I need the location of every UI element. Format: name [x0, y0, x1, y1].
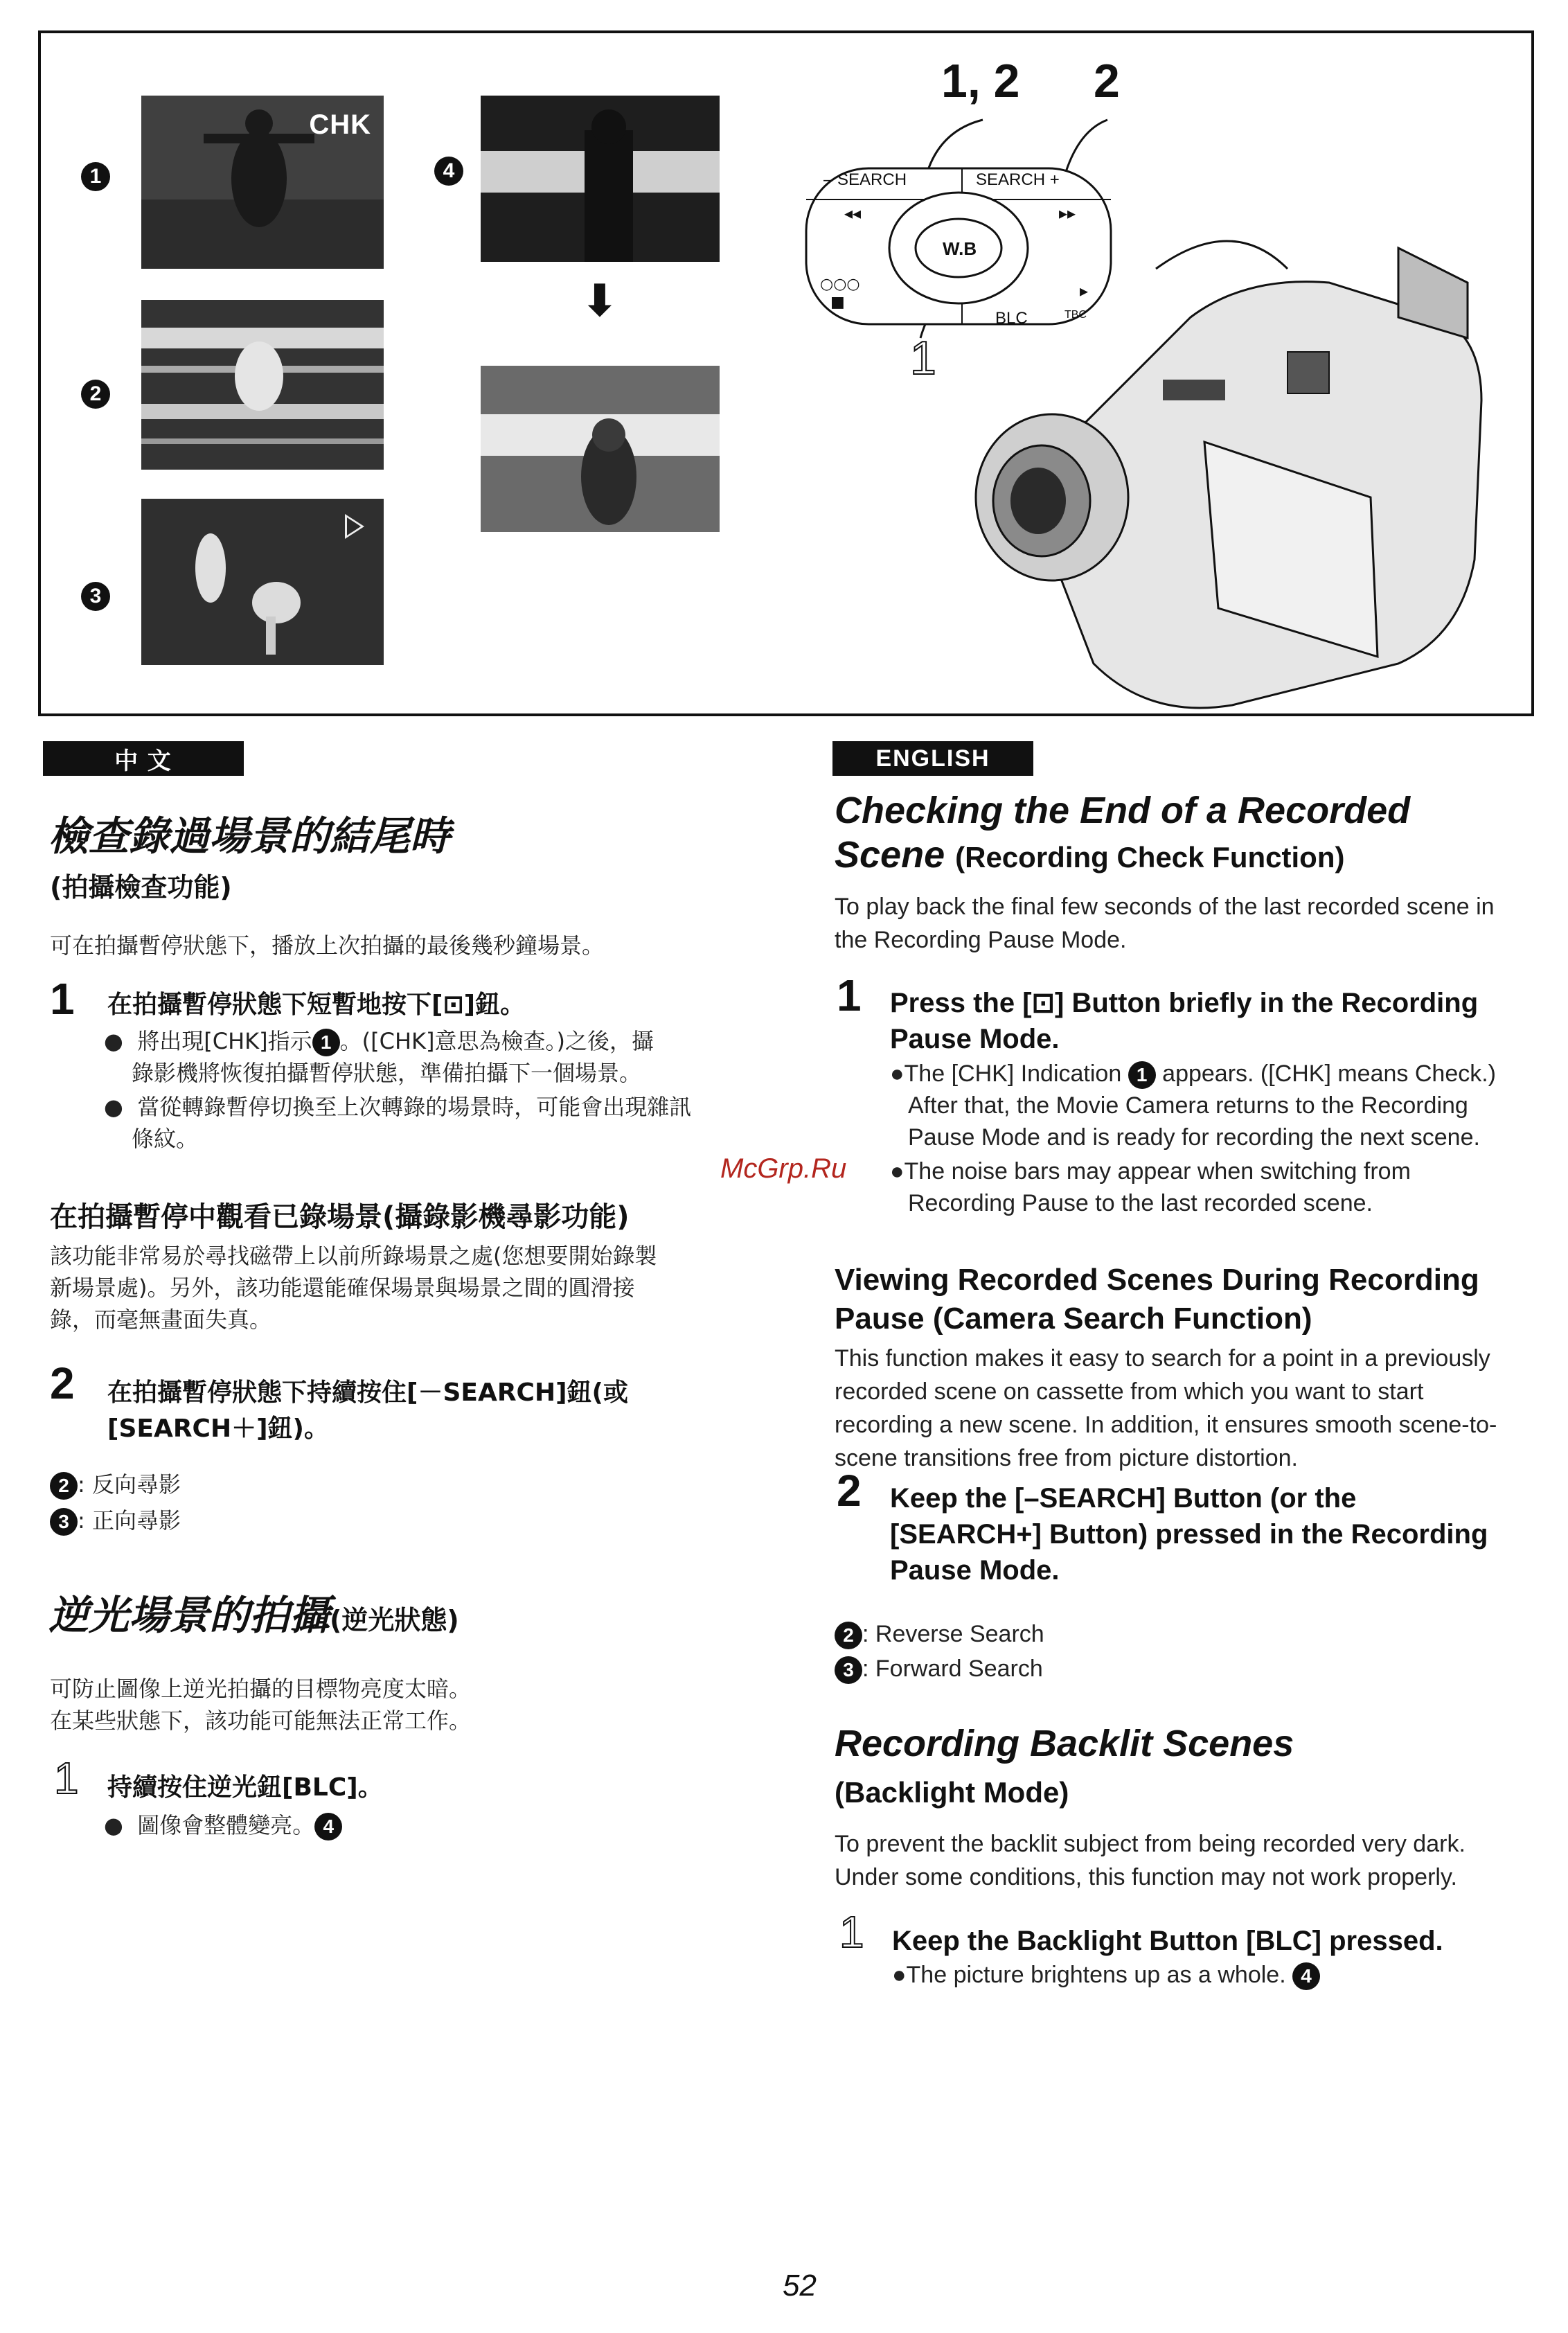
marker-1-inline-en: 1: [1128, 1061, 1156, 1089]
zh-forward-search: 3 : 正向尋影: [50, 1505, 181, 1536]
zh-reverse-search: 2 : 反向尋影: [50, 1469, 181, 1500]
marker-2-inline: 2: [50, 1472, 78, 1500]
callout-step-1-outline: 1: [910, 332, 936, 384]
marker-4-inline-en: 4: [1292, 1962, 1320, 1990]
en-backlight-body: To prevent the backlit subject from being recorded very dark. Under some conditions, this function may not work properly.: [835, 1831, 1465, 1890]
marker-4-inline: 4: [314, 1813, 342, 1840]
zh-step1-bullet2: ● 當從轉錄暫停切換至上次轉錄的場景時，可能會出現雜訊 條紋。: [104, 1094, 692, 1152]
chinese-language-tab: 中 文: [43, 741, 244, 776]
zh-step1-text: 在拍攝暫停狀態下短暫地按下[⊡]鈕。: [107, 991, 526, 1019]
camera-illustration: [803, 109, 1523, 712]
noise-bars-graphic: [141, 300, 384, 470]
marker-3-inline: 3: [50, 1508, 78, 1536]
callout-steps-1-2: 1, 2: [941, 55, 1020, 107]
en-step1-number: 1: [837, 970, 862, 1020]
stop-icon: ■: [830, 294, 845, 311]
rewind-icon: ◂◂: [844, 204, 862, 223]
zh-step1-number: 1: [50, 974, 75, 1024]
zh-backlight-bullet: ● 圖像會整體變亮。 4: [104, 1809, 342, 1841]
en-section-title: Checking the End of a Recorded Scene (Recording Check Function): [835, 790, 1411, 876]
en-backlight-subtitle: (Backlight Mode): [835, 1776, 1069, 1809]
zh-step1-bullet1: ● 將出現[CHK]指示 1 。([CHK]意思為檢查。)之後，攝 錄影機將恢復拍攝暫停狀態，準備拍攝下一個場景。: [104, 1028, 654, 1086]
en-intro: To play back the final few seconds of the last recorded scene in the Recording Pause Mode.: [835, 894, 1495, 953]
photo-backlit-before: [481, 96, 720, 262]
zh-backlight-body: 可防止圖像上逆光拍攝的目標物亮度太暗。 在某些狀態下，該功能可能無法正常工作。: [50, 1676, 472, 1734]
tbc-label: TBC: [1064, 309, 1087, 321]
zh-backlight-title: 逆光場景的拍攝(逆光狀態): [48, 1592, 459, 1639]
blc-button-label: BLC: [995, 309, 1028, 328]
en-camera-search-body: This function makes it easy to search for a point in a previously recorded scene on cassette from which you want to start recording a new scene. In addition, it ensures smooth scene-to- scene transitions free from picture distortion.: [835, 1345, 1497, 1471]
en-backlight-step: Keep the Backlight Button [BLC] pressed.: [892, 1926, 1443, 1956]
backlit-bright-graphic: [481, 366, 720, 532]
indicator-dots: ○○○: [820, 276, 860, 293]
photo-check-indication: [141, 96, 384, 269]
en-step1-bullet2: ●The noise bars may appear when switching from Recording Pause to the last recorded scene.: [890, 1158, 1411, 1216]
marker-2: 2: [81, 380, 110, 409]
play-indicator-icon: [345, 514, 364, 539]
en-backlight-bullet: ●The picture brightens up as a whole. 4: [892, 1959, 1320, 1991]
en-forward-search: 3 : Forward Search: [835, 1652, 1043, 1685]
play-icon: ▸: [1080, 281, 1089, 301]
marker-4: 4: [434, 157, 463, 186]
marker-3: 3: [81, 582, 110, 611]
zh-backlight-step: 持續按住逆光鈕[BLC]。: [107, 1773, 383, 1802]
zh-step2-text: 在拍攝暫停狀態下持續按住[－SEARCH]鈕(或 [SEARCH＋]鈕)。: [107, 1378, 629, 1443]
backlit-dark-graphic: [481, 96, 720, 262]
callout-step-2: 2: [1094, 55, 1120, 107]
en-backlight-step-number: 1: [839, 1907, 864, 1957]
zh-intro: 可在拍攝暫停狀態下，播放上次拍攝的最後幾秒鐘場景。: [50, 932, 605, 959]
en-step1-bullet1: ●The [CHK] Indication 1 appears. ([CHK] means Check.) After that, the Movie Camera returns to the Recording Pause Mode and is ready for recording the next scene.: [890, 1061, 1496, 1151]
en-step2-number: 2: [837, 1466, 862, 1516]
chk-indication: CHK: [309, 109, 371, 140]
en-step1-text: Press the [⊡] Button briefly in the Recording Pause Mode.: [890, 988, 1479, 1054]
photo-reverse-search: [141, 300, 384, 470]
zh-camera-search-body: 該功能非常易於尋找磁帶上以前所錄場景之處(您想要開始錄製 新場景處)。另外，該功能還能確保場景與場景之間的圓滑接 錄，而毫無畫面失真。: [50, 1243, 657, 1333]
marker-2-inline-en: 2: [835, 1622, 862, 1649]
zh-section-title: 檢查錄過場景的結尾時: [48, 813, 451, 860]
search-minus-label: – SEARCH: [823, 170, 907, 189]
zh-backlight-step-number: 1: [54, 1753, 79, 1803]
zh-step2-number: 2: [50, 1358, 75, 1408]
zh-section-subtitle: (拍攝檢查功能): [50, 872, 232, 903]
figure-panel: [38, 30, 1534, 716]
down-arrow-icon: ⬇: [581, 276, 618, 327]
photo-backlit-after: [481, 366, 720, 532]
zh-camera-search-heading: 在拍攝暫停中觀看已錄場景(攝錄影機尋影功能): [50, 1201, 630, 1233]
en-backlight-title: Recording Backlit Scenes: [835, 1723, 1294, 1764]
page-number: 52: [783, 2269, 817, 2303]
marker-1: 1: [81, 162, 110, 191]
marker-1-inline: 1: [312, 1029, 340, 1056]
fast-forward-icon: ▸▸: [1059, 204, 1076, 223]
marker-3-inline-en: 3: [835, 1656, 862, 1684]
wb-button-label: W.B: [943, 238, 977, 259]
en-step2-text: Keep the [–SEARCH] Button (or the [SEARCH+] Button) pressed in the Recording Pause Mode.: [890, 1483, 1488, 1586]
en-camera-search-heading: Viewing Recorded Scenes During Recording Pause (Camera Search Function): [835, 1263, 1479, 1336]
search-plus-label: SEARCH +: [976, 170, 1060, 189]
photo-forward-search: [141, 499, 384, 665]
english-language-tab: ENGLISH: [832, 741, 1033, 776]
en-reverse-search: 2 : Reverse Search: [835, 1617, 1044, 1651]
watermark: McGrp.Ru: [720, 1153, 847, 1184]
